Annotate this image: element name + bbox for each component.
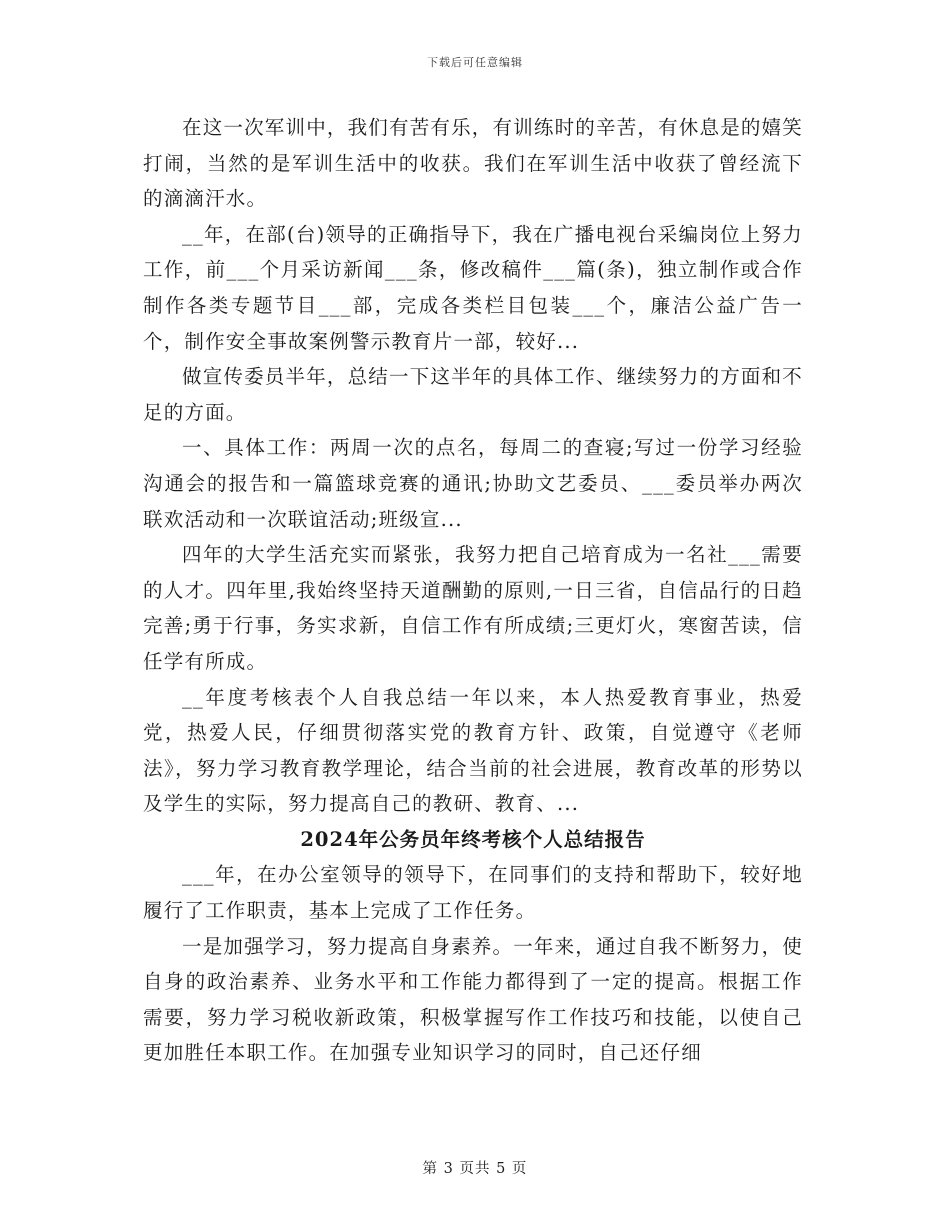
section-title: 2024年公务员年终考核个人总结报告 (300, 827, 646, 851)
paragraph-broadcast-work: __年，在部(台)领导的正确指导下，我在广播电视台采编岗位上努力工作，前___个月采访新闻___条，修改稿件___篇(条)，独立制作或合作制作各类专题节目___部，完成各类栏目包装___个，廉洁公益广告一个，制作安全事故案例警示教育片一部，较好... (143, 222, 803, 353)
paragraph-specific-work: 一、具体工作：两周一次的点名，每周二的查寝;写过一份学习经验沟通会的报告和一篇篮球竞赛的通讯;协助文艺委员、___委员举办两次联欢活动和一次联谊活动;班级宣... (143, 436, 803, 531)
document-body (143, 110, 803, 1071)
page-number-footer: 第 3 页共 5 页 (422, 1161, 528, 1177)
paragraph-military-training: 在这一次军训中，我们有苦有乐，有训练时的辛苦，有休息是的嬉笑打闹，当然的是军训生活中的收获。我们在军训生活中收获了曾经流下的滴滴汗水。 (143, 116, 804, 211)
paragraph-strengthen-learning: 一是加强学习，努力提高自身素养。一年来，通过自我不断努力，使自身的政治素养、业务水平和工作能力都得到了一定的提高。根据工作需要，努力学习税收新政策，积极掌握写作工作技巧和技能，以使自己更加胜任本职工作。在加强专业知识学习的同时，自己还仔细 (143, 934, 804, 1065)
paragraph-university-life: 四年的大学生活充实而紧张，我努力把自己培育成为一名社___需要的人才。四年里,我始终坚持天道酬勤的原则,一日三省，自信品行的日趋完善;勇于行事，务实求新，自信工作有所成绩;三更灯火，寒窗苦读，信任学有所成。 (143, 543, 803, 673)
paragraph-publicity-committee: 做宣传委员半年，总结一下这半年的具体工作、继续努力的方面和不足的方面。 (143, 365, 804, 424)
paragraph-annual-assessment: __年度考核表个人自我总结一年以来，本人热爱教育事业，热爱党，热爱人民，仔细贯彻落实党的教育方针、政策，自觉遵守《老师法》，努力学习教育教学理论，结合当前的社会进展，教育改革的形势以及学生的实际，努力提高自己的教研、教育、... (143, 685, 803, 816)
page-header: 下载后可任意编辑 (427, 56, 523, 69)
paragraph-office-duties: ___年，在办公室领导的领导下，在同事们的支持和帮助下，较好地履行了工作职责，基本上完成了工作任务。 (143, 863, 803, 923)
